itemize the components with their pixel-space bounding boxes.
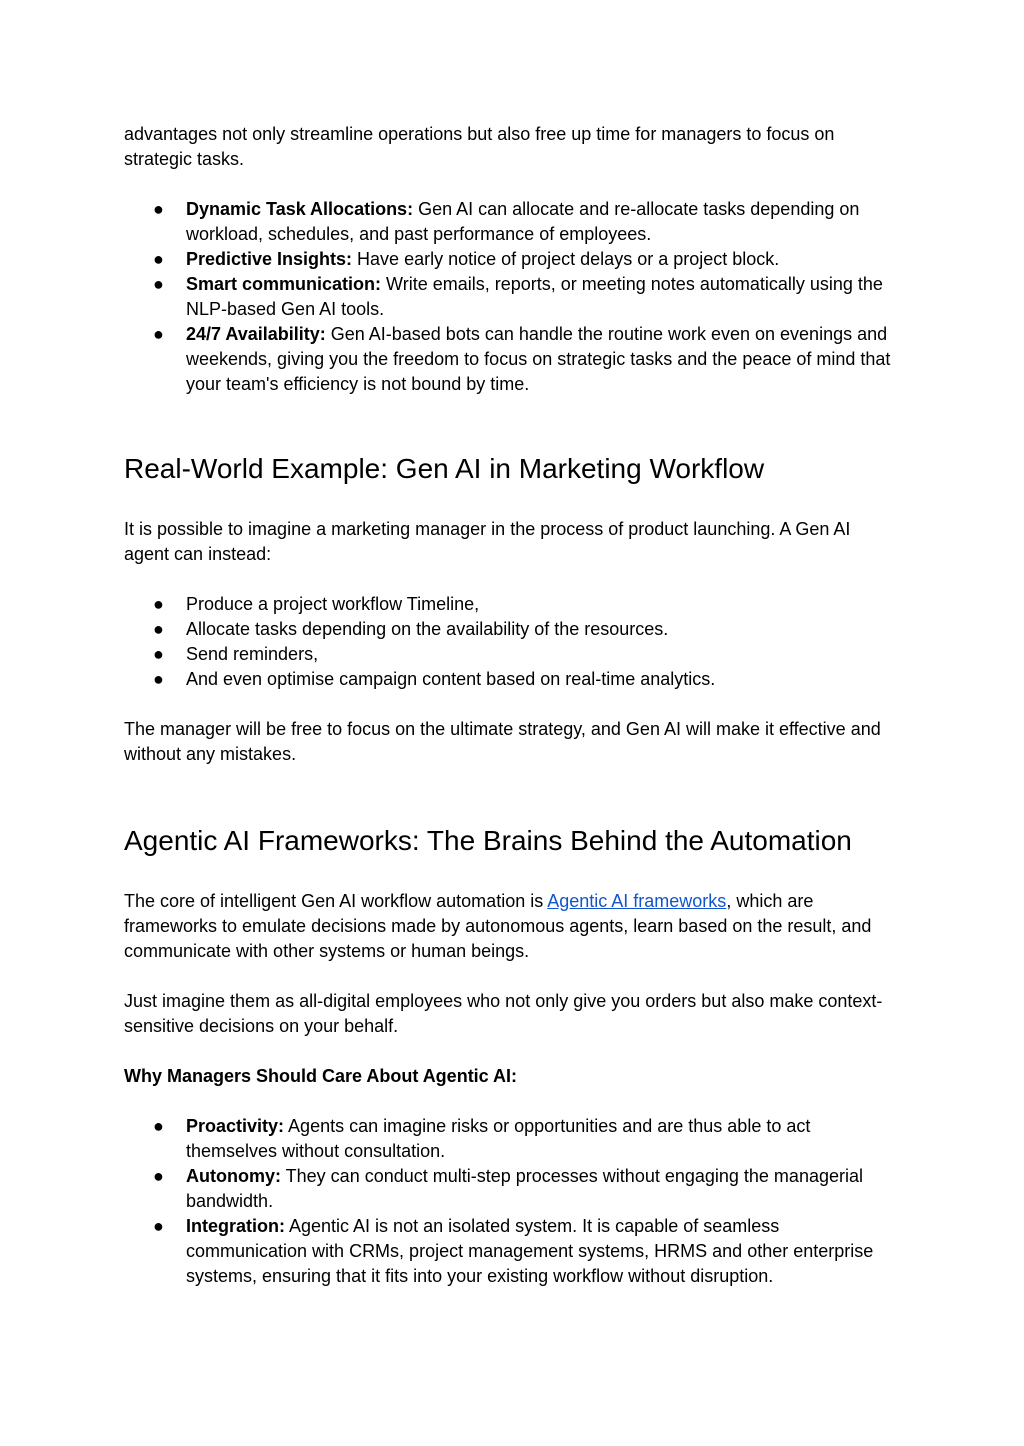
paragraph-text: , which are frameworks to emulate decisions made by autonomous agents, learn based on the result, and communicate with other systems or human beings. — [124, 891, 872, 961]
bullet-icon: ● — [153, 249, 164, 269]
bullet-icon: ● — [153, 1216, 164, 1236]
why-managers-subheading — [124, 1064, 900, 1089]
list-item-label: Dynamic Task Allocations: — [186, 199, 414, 219]
bullet-icon: ● — [153, 669, 164, 689]
list-item-text: And even optimise campaign content based on real-time analytics. — [186, 669, 716, 689]
list-item-label: Smart communication: — [186, 274, 382, 294]
section1-conclusion-paragraph: The manager will be free to focus on the ultimate strategy, and Gen AI will make it effective and without any mistakes. — [124, 719, 881, 764]
list-item-text: Agents can imagine risks or opportunities and are thus able to act themselves without consultation. — [186, 1116, 811, 1161]
bullet-icon: ● — [153, 644, 164, 664]
list-item-text: Gen AI can allocate and re-allocate tasks depending on workload, schedules, and past performance of employees. — [186, 199, 860, 244]
list-item-text: Send reminders, — [186, 644, 319, 664]
list-item-label: Proactivity: — [186, 1116, 285, 1136]
list-item-text: Have early notice of project delays or a project block. — [352, 249, 780, 269]
list-item — [124, 642, 900, 667]
section-heading-real-world-example: Real-World Example: Gen AI in Marketing Workflow — [124, 453, 765, 484]
section-heading-agentic-ai-frameworks: Agentic AI Frameworks: The Brains Behind the Automation — [124, 825, 852, 856]
benefits-list — [124, 197, 900, 397]
list-item — [124, 322, 900, 397]
agentic-ai-frameworks-link[interactable]: Agentic AI frameworks — [547, 891, 727, 911]
list-item-text: They can conduct multi-step processes without engaging the managerial bandwidth. — [186, 1166, 863, 1211]
section2-paragraph-1 — [124, 889, 900, 964]
list-item — [124, 617, 900, 642]
list-item-text: Gen AI-based bots can handle the routine work even on evenings and weekends, giving you the freedom to focus on strategic tasks and the peace of mind that your team's efficiency is not bound by time. — [186, 324, 891, 394]
list-item — [124, 1214, 900, 1289]
list-item — [124, 272, 900, 322]
list-item — [124, 197, 900, 247]
list-item-text: Produce a project workflow Timeline, — [186, 594, 480, 614]
list-item-text: Allocate tasks depending on the availability of the resources. — [186, 619, 669, 639]
list-item-label: 24/7 Availability: — [186, 324, 326, 344]
list-item — [124, 592, 900, 617]
list-item — [124, 667, 900, 692]
bullet-icon: ● — [153, 619, 164, 639]
intro-paragraph: advantages not only streamline operations but also free up time for managers to focus on strategic tasks. — [124, 124, 835, 169]
paragraph-text: The core of intelligent Gen AI workflow automation is — [124, 891, 548, 911]
bullet-icon: ● — [153, 324, 164, 344]
document-page — [124, 122, 900, 1289]
list-item — [124, 247, 900, 272]
bullet-icon: ● — [153, 274, 164, 294]
list-item-label: Integration: — [186, 1216, 285, 1236]
workflow-list — [124, 592, 900, 692]
list-item — [124, 1164, 900, 1214]
bullet-icon: ● — [153, 1116, 164, 1136]
bullet-icon: ● — [153, 1166, 164, 1186]
list-item-label: Predictive Insights: — [186, 249, 353, 269]
subheading-text: Why Managers Should Care About Agentic AI: — [124, 1066, 518, 1086]
agentic-benefits-list — [124, 1114, 900, 1289]
list-item-text: Agentic AI is not an isolated system. It is capable of seamless communication with CRMs, project management systems, HRMS and other enterprise systems, ensuring that it fits into your existing workflow without disruption. — [186, 1216, 874, 1286]
list-item-label: Autonomy: — [186, 1166, 281, 1186]
bullet-icon: ● — [153, 594, 164, 614]
bullet-icon: ● — [153, 199, 164, 219]
section1-intro-paragraph: It is possible to imagine a marketing manager in the process of product launching. A Gen AI agent can instead: — [124, 519, 851, 564]
list-item — [124, 1114, 900, 1164]
list-item-text: Write emails, reports, or meeting notes automatically using the NLP-based Gen AI tools. — [186, 274, 883, 319]
section2-paragraph-2: Just imagine them as all-digital employees who not only give you orders but also make context-sensitive decisions on your behalf. — [124, 991, 883, 1036]
